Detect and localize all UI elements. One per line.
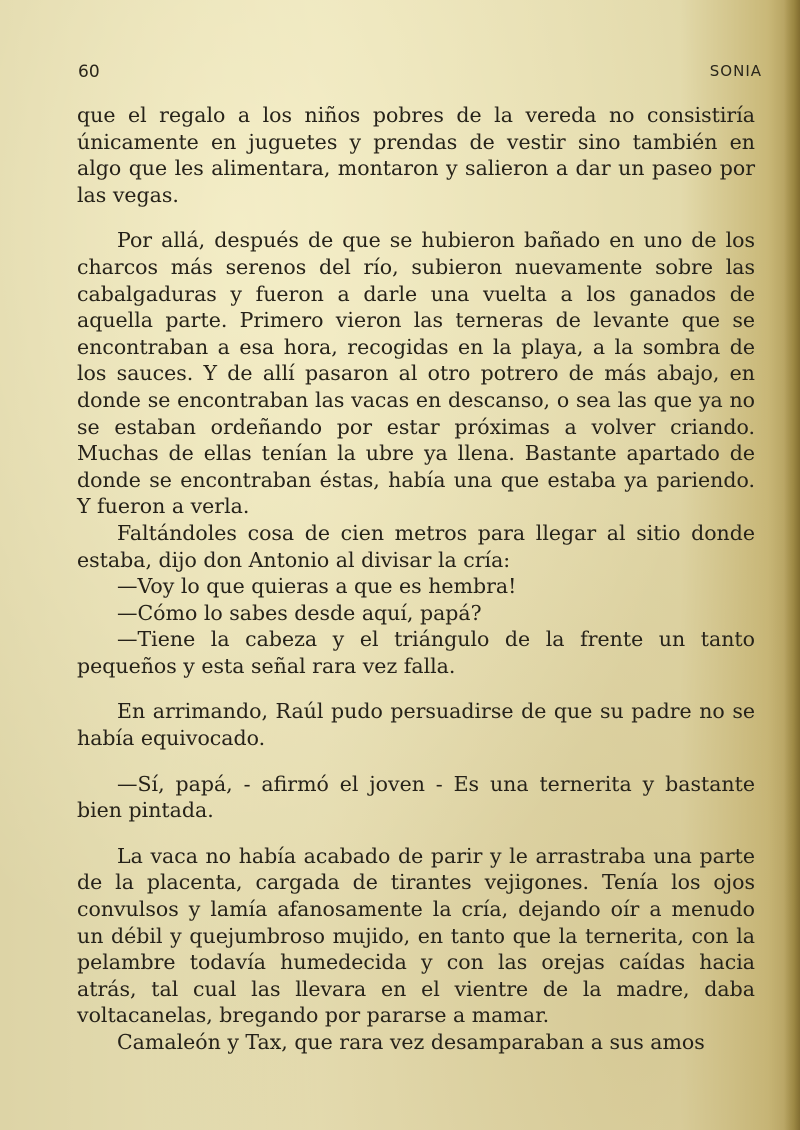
paragraph: que el regalo a los niños pobres de la vereda no consistiría únicamente en juguetes y prendas de vestir sino también en algo que les alimentara, montaron y salieron a dar un paseo por las vegas. [77,103,755,207]
page-header [78,62,762,86]
dialogue-line: —Cómo lo sabes desde aquí, papá? [117,600,482,625]
running-title: SONIA [709,62,762,80]
page-edge-shadow [784,0,800,1130]
page-number: 60 [78,62,100,82]
paragraph: La vaca no había acabado de parir y le arrastraba una parte de la placenta, cargada de tirantes vejigones. Tenía los ojos convulsos y lamía afanosamente la cría, dejando oír a menudo un débil y quejumbroso mujido, en tanto que la ternerita, con la pelambre todavía humedecida y con las orejas caídas hacia atrás, tal cual las llevara en el vientre de la madre, daba voltacanelas, bregando por pararse a mamar. [77,843,755,1028]
paragraph: Faltándoles cosa de cien metros para llegar al sitio donde estaba, dijo don Antonio al divisar la cría: [77,520,755,572]
dialogue-line: —Sí, papá, - afirmó el joven - Es una ternerita y bastante bien pintada. [77,771,755,823]
page-body [77,102,755,1056]
paragraph: En arrimando, Raúl pudo persuadirse de que su padre no se había equivocado. [77,699,755,751]
paragraph: Camaleón y Tax, que rara vez desamparaban a sus amos [117,1030,705,1054]
dialogue-line: —Voy lo que quieras a que es hembra! [117,574,517,599]
dialogue-line: —Tiene la cabeza y el triángulo de la frente un tanto pequeños y esta señal rara vez falla. [77,627,755,678]
paragraph: Por allá, después de que se hubieron bañado en uno de los charcos más serenos del río, subieron nuevamente sobre las cabalgaduras y fueron a darle una vuelta a los ganados de aquella parte. Primero vieron las terneras de levante que se encontraban a esa hora, recogidas en la playa, a la sombra de los sauces. Y de allí pasaron al otro potrero de más abajo, en donde se encontraban las vacas en descanso, o sea las que ya no se estaban ordeñando por estar próximas a volver criando. Muchas de ellas tenían la ubre ya llena. Bastante apartado de donde se encontraban éstas, había una que estaba ya pariendo. Y fueron a verla. [77,228,755,519]
